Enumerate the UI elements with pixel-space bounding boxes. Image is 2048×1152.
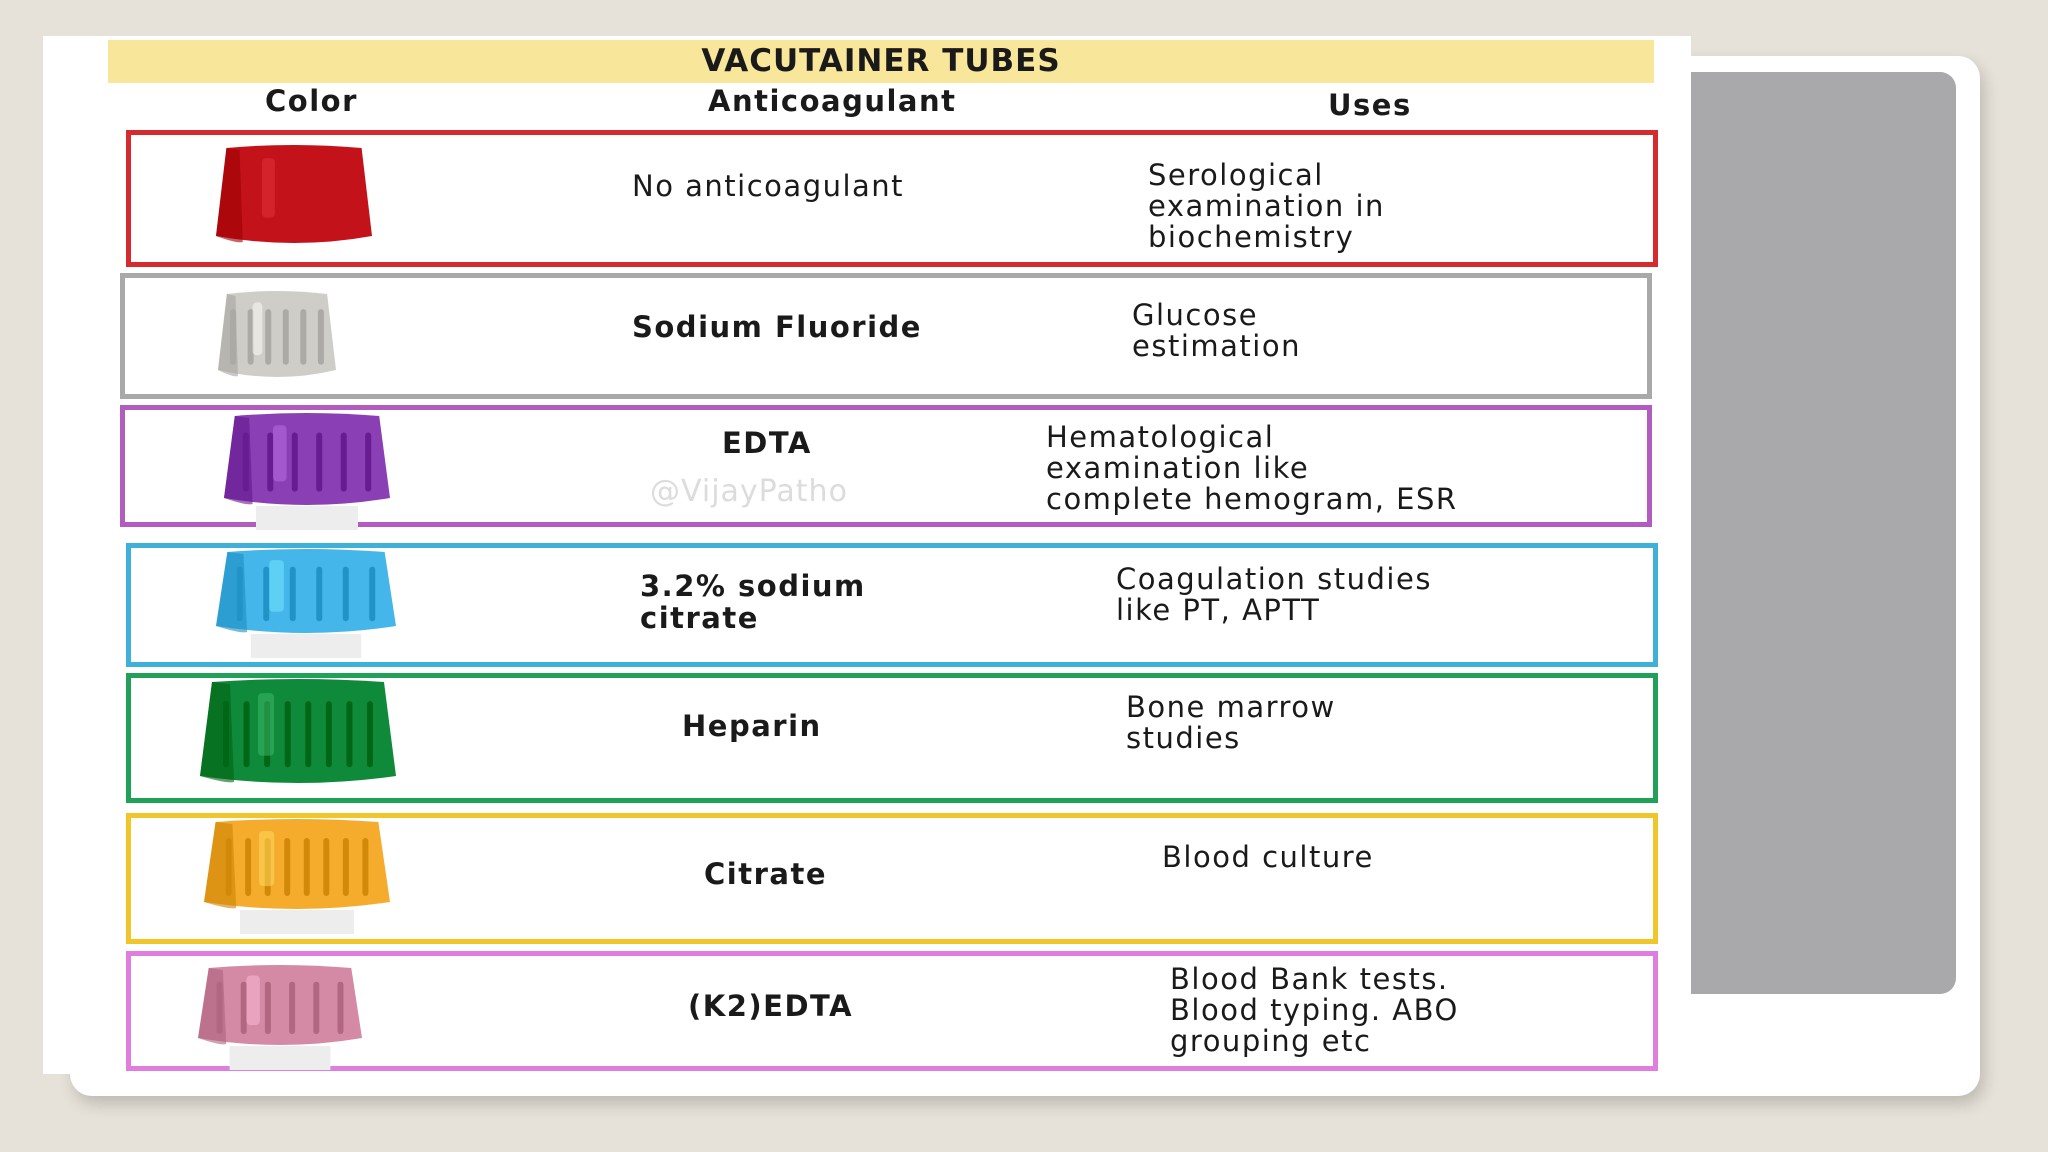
uses-label: Hematological examination like complete hemogram, ESR	[1046, 420, 1458, 516]
green-cap-icon	[198, 676, 398, 790]
header-anticoagulant: Anticoagulant	[708, 84, 957, 118]
uses-label: Coagulation studies like PT, APTT	[1116, 562, 1432, 627]
grey-side-panel	[1690, 72, 1956, 994]
header-uses: Uses	[1328, 88, 1412, 122]
grey-cap-icon	[216, 288, 338, 384]
anticoagulant-label: No anticoagulant	[632, 169, 905, 203]
red-cap-icon	[214, 142, 374, 250]
watermark: @VijayPatho	[650, 474, 848, 509]
table-title: VACUTAINER TUBES	[701, 43, 1061, 79]
uses-label: Blood culture	[1162, 840, 1374, 874]
uses-label: Bone marrow studies	[1126, 690, 1336, 755]
anticoagulant-label: Sodium Fluoride	[632, 310, 922, 344]
yellow-cap-icon	[202, 816, 392, 934]
uses-label: Glucose estimation	[1132, 298, 1301, 363]
purple-cap-icon	[222, 410, 392, 530]
anticoagulant-label: EDTA	[722, 426, 812, 460]
pink-cap-icon	[196, 962, 364, 1070]
header-color: Color	[265, 84, 358, 118]
anticoagulant-label: 3.2% sodium citrate	[640, 569, 866, 635]
uses-label: Blood Bank tests. Blood typing. ABO grouping etc	[1170, 962, 1459, 1058]
light-blue-cap-icon	[214, 546, 398, 658]
anticoagulant-label: Citrate	[704, 857, 827, 891]
uses-label: Serological examination in biochemistry	[1148, 158, 1385, 254]
anticoagulant-label: Heparin	[682, 709, 822, 743]
anticoagulant-label: (K2)EDTA	[688, 989, 854, 1023]
